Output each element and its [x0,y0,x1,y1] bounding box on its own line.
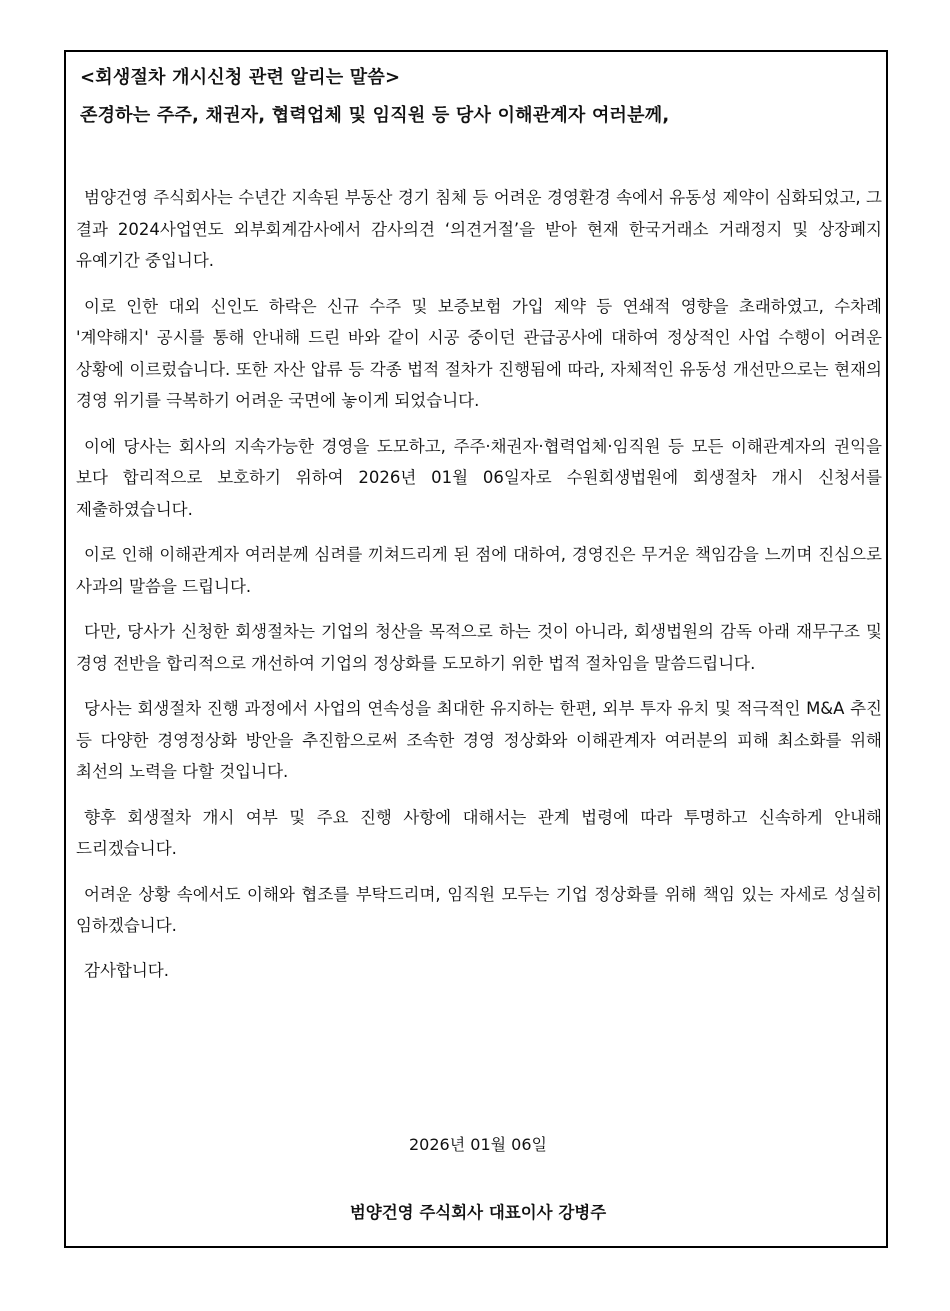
paragraph: 다만, 당사가 신청한 회생절차는 기업의 청산을 목적으로 하는 것이 아니라, 회생법원의 감독 아래 재무구조 및 경영 전반을 합리적으로 개선하여 기업의 정상화를 도모하기 위한 법적 절차임을 말씀드립니다. [76,622,882,673]
paragraph: 이로 인한 대외 신인도 하락은 신규 수주 및 보증보험 가입 제약 등 연쇄적 영향을 초래하였고, 수차례 '계약해지' 공시를 통해 안내해 드린 바와 같이 시공 중이던 관급공사에 대하여 정상적인 사업 수행이 어려운 상황에 이르렀습니다. 또한 자산 압류 등 각종 법적 절차가 진행됨에 따라, 자체적인 유동성 개선만으로는 현재의 경영 위기를 극복하기 어려운 국면에 놓이게 되었습니다. [76,296,882,410]
notice-date: 2026년 01월 06일 [409,1135,547,1154]
notice-body [76,182,882,986]
paragraph: 이로 인해 이해관계자 여러분께 심려를 끼쳐드리게 된 점에 대하여, 경영진은 무거운 책임감을 느끼며 진심으로 사과의 말씀을 드립니다. [76,545,882,596]
closing-text: 감사합니다. [84,960,169,980]
paragraph: 범양건영 주식회사는 수년간 지속된 부동산 경기 침체 등 어려운 경영환경 속에서 유동성 제약이 심화되었고, 그 결과 2024사업연도 외부회계감사에서 감사의견 ‘의견거절’을 받아 현재 한국거래소 거래정지 및 상장폐지 유예기간 중입니다. [76,188,882,270]
notice-title: <회생절차 개시신청 관련 알리는 말씀> [80,67,401,88]
paragraph: 이에 당사는 회사의 지속가능한 경영을 도모하고, 주주·채권자·협력업체·임직원 등 모든 이해관계자의 권익을 보다 합리적으로 보호하기 위하여 2026년 01월 06일자로 수원회생법원에 회생절차 개시 신청서를 제출하였습니다. [76,436,882,519]
salutation: 존경하는 주주, 채권자, 협력업체 및 임직원 등 당사 이해관계자 여러분께, [80,105,670,126]
signature: 범양건영 주식회사 대표이사 강병주 [349,1203,607,1222]
paragraph: 향후 회생절차 개시 여부 및 주요 진행 사항에 대해서는 관계 법령에 따라 투명하고 신속하게 안내해 드리겠습니다. [76,807,882,858]
notice-frame [64,50,888,1248]
paragraph: 당사는 회생절차 진행 과정에서 사업의 연속성을 최대한 유지하는 한편, 외부 투자 유치 및 적극적인 M&A 추진 등 다양한 경영정상화 방안을 추진함으로써 조속한 경영 정상화와 이해관계자 여러분의 피해 최소화를 위해 최선의 노력을 다할 것입니다. [76,699,882,781]
paragraph: 어려운 상황 속에서도 이해와 협조를 부탁드리며, 임직원 모두는 기업 정상화를 위해 책임 있는 자세로 성실히 임하겠습니다. [76,884,882,935]
